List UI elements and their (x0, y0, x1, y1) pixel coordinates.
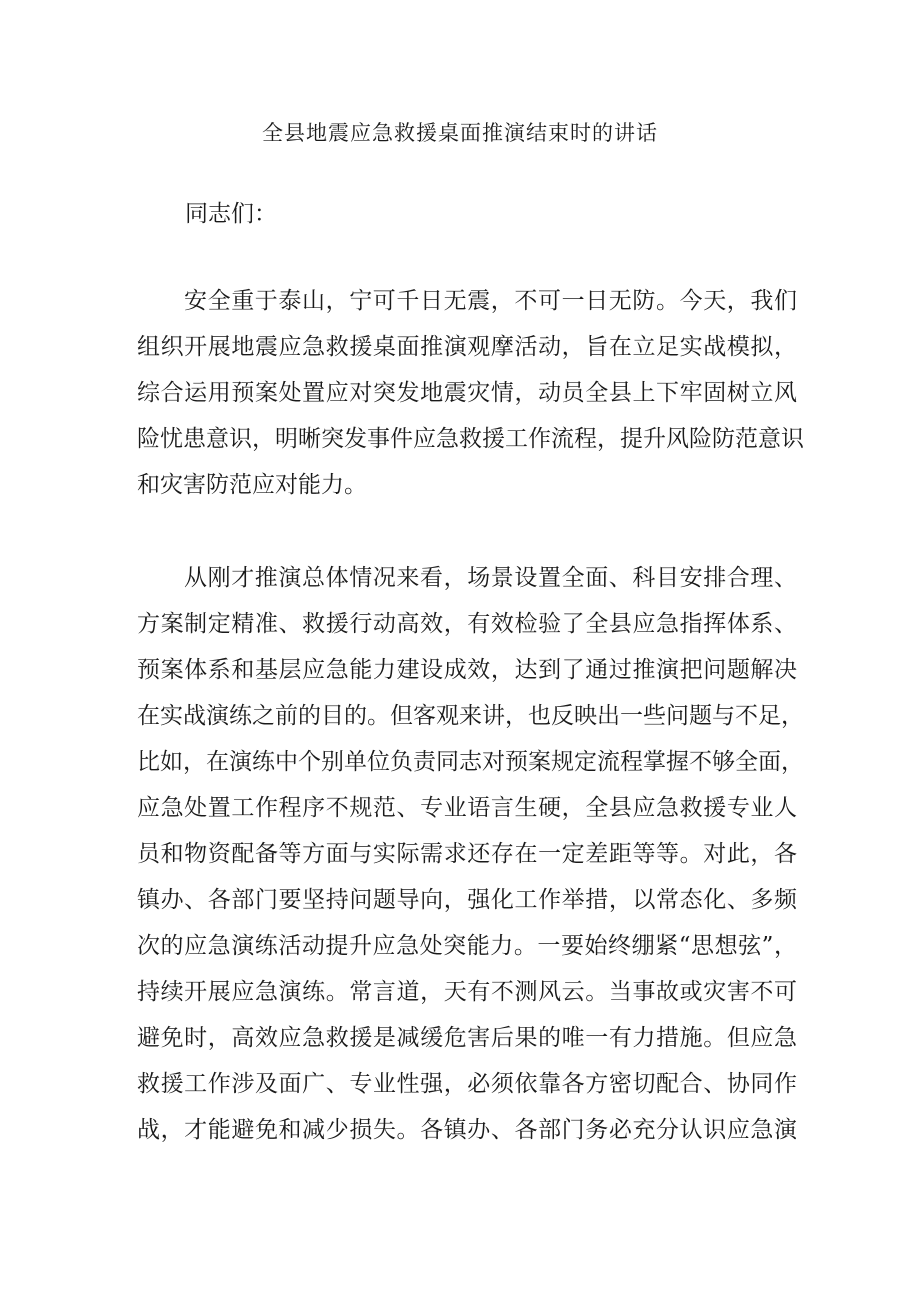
paragraph-line: 在实战演练之前的目的。但客观来讲，也反映出一些问题与不足， (137, 703, 804, 729)
paragraph-line: 比如，在演练中个别单位负责同志对预案规定流程掌握不够全面， (137, 749, 804, 775)
document-title: 全县地震应急救援桌面推演结束时的讲话 (262, 121, 658, 145)
paragraph-line: 救援工作涉及面广、专业性强，必须依靠各方密切配合、协同作 (137, 1071, 797, 1097)
paragraph-line: 从刚才推演总体情况来看，场景设置全面、科目安排合理、 (184, 565, 797, 591)
paragraph-line: 组织开展地震应急救援桌面推演观摩活动，旨在立足实战模拟， (137, 334, 797, 360)
paragraph-2 (137, 555, 804, 1153)
paragraph-1 (137, 278, 804, 508)
paragraph-line: 方案制定精准、救援行动高效，有效检验了全县应急指挥体系、 (137, 611, 797, 637)
paragraph-line: 安全重于泰山，宁可千日无震，不可一日无防。今天，我们 (184, 288, 797, 314)
paragraph-line: 应急处置工作程序不规范、专业语言生硬，全县应急救援专业人 (137, 795, 797, 821)
paragraph-line: 避免时，高效应急救援是减缓危害后果的唯一有力措施。但应急 (137, 1025, 797, 1051)
paragraph-line: 战，才能避免和减少损失。各镇办、各部门务必充分认识应急演 (137, 1117, 797, 1143)
paragraph-line: 持续开展应急演练。常言道，天有不测风云。当事故或灾害不可 (137, 979, 797, 1005)
paragraph-line: 综合运用预案处置应对突发地震灾情，动员全县上下牢固树立风 (137, 380, 797, 406)
paragraph-line: 险忧患意识，明晰突发事件应急救援工作流程，提升风险防范意识 (137, 426, 804, 452)
paragraph-line: 次的应急演练活动提升应急处突能力。一要始终绷紧“思想弦”， (137, 933, 797, 959)
paragraph-line: 镇办、各部门要坚持问题导向，强化工作举措，以常态化、多频 (137, 887, 797, 913)
paragraph-line: 和灾害防范应对能力。 (137, 472, 367, 498)
salutation: 同志们： (185, 201, 277, 227)
paragraph-line: 员和物资配备等方面与实际需求还存在一定差距等等。对此，各 (137, 841, 797, 867)
paragraph-line: 预案体系和基层应急能力建设成效，达到了通过推演把问题解决 (137, 657, 797, 683)
